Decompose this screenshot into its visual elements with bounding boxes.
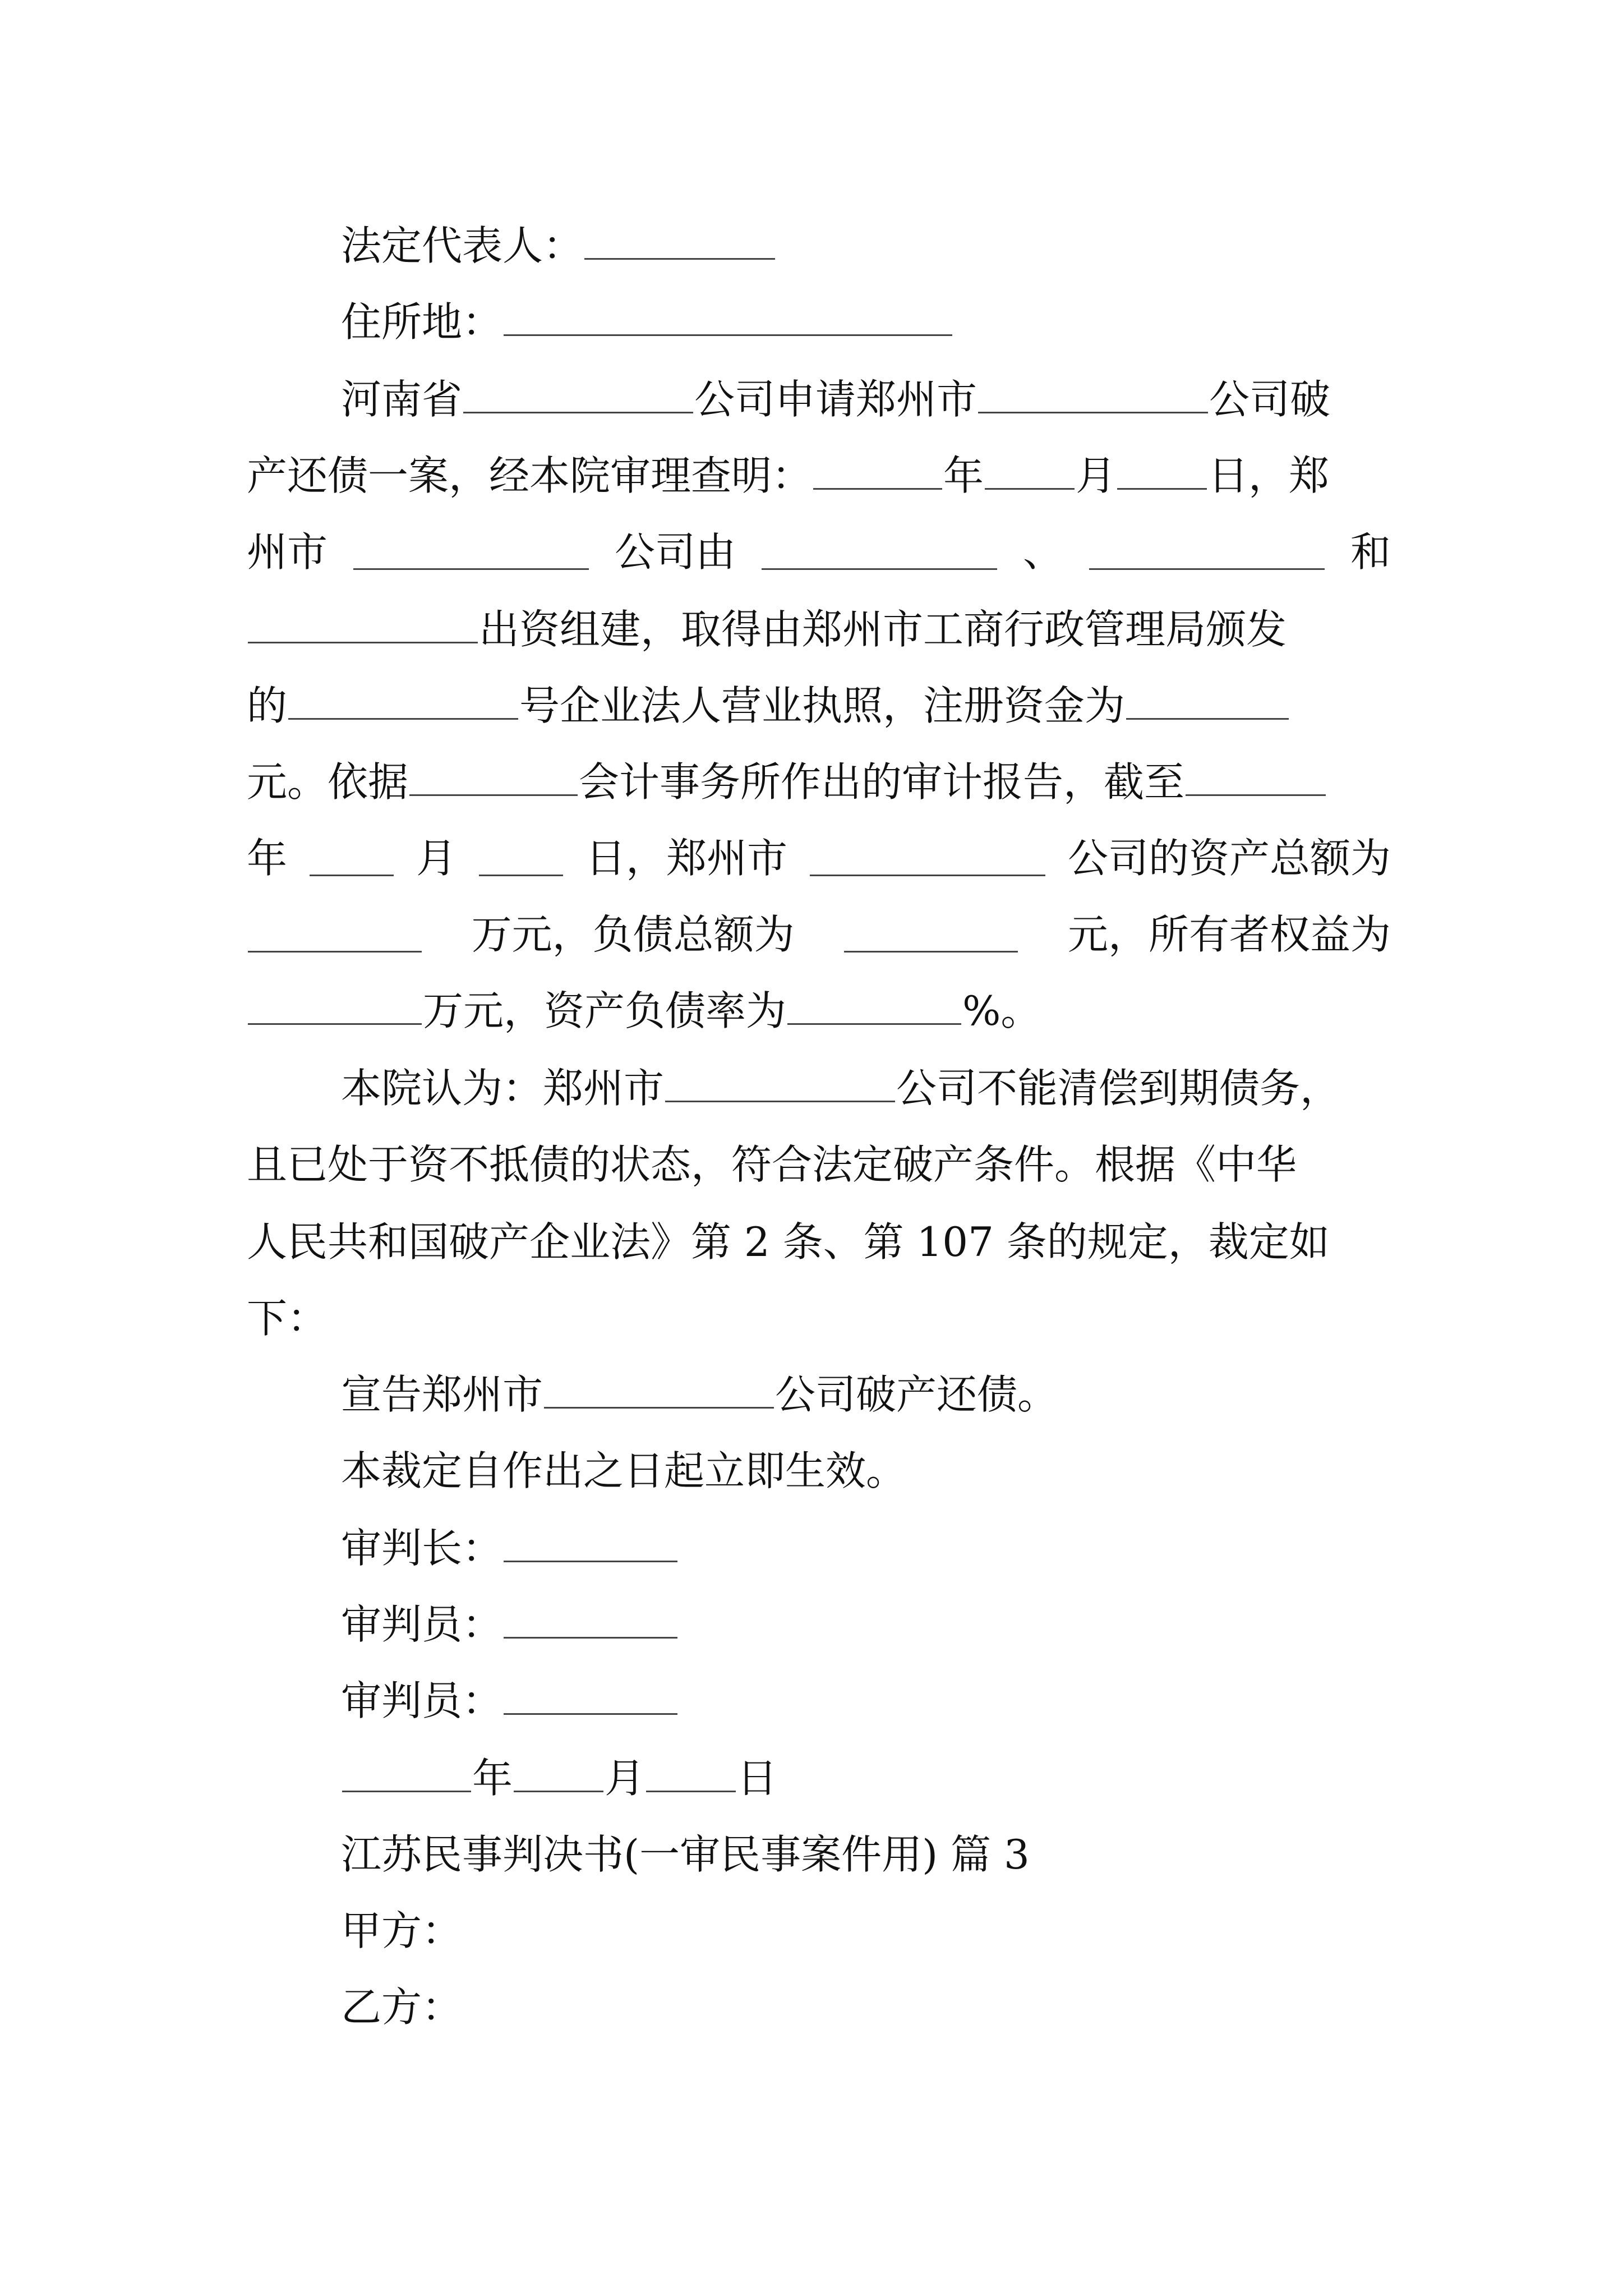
- text-segment: 宣告郑州市: [341, 1371, 543, 1418]
- paragraph-2-line-3: 人民共和国破产企业法》第 2 条、第 107 条的规定，裁定如: [247, 1218, 1330, 1266]
- year-label: 年: [472, 1755, 513, 1802]
- paragraph-1-line-9: [247, 984, 1391, 1038]
- blank: [544, 1373, 774, 1409]
- blank: [479, 841, 563, 876]
- blank: [985, 454, 1075, 490]
- judge-1-line: [341, 1598, 1391, 1651]
- legal-representative-blank: [584, 224, 775, 260]
- text-segment: 元。依据: [247, 758, 409, 806]
- day-label: 日: [737, 1755, 778, 1802]
- blank: [248, 990, 422, 1025]
- paragraph-2-line-4: 下：: [247, 1295, 328, 1342]
- section-title: 江苏民事判决书(一审民事案件用) 篇 3: [341, 1831, 1030, 1878]
- judge-2-blank: [504, 1680, 677, 1715]
- text-segment: 、: [1022, 528, 1063, 576]
- blank: [1089, 535, 1325, 570]
- blank: [288, 684, 518, 720]
- chief-judge-blank: [504, 1527, 677, 1562]
- blank: [409, 761, 578, 796]
- text-segment: 会计事务所作出的审计报告，截至: [579, 758, 1185, 806]
- blank: [310, 841, 394, 876]
- paragraph-1-line-3: [247, 525, 1391, 579]
- address-blank: [504, 301, 952, 336]
- blank: [1126, 684, 1289, 720]
- text-segment: 河南省: [341, 376, 463, 423]
- text-segment: 元，所有者权益为: [1067, 911, 1391, 958]
- text-segment: 万元，资产负债率为: [423, 987, 787, 1034]
- text-segment: 和: [1350, 528, 1391, 576]
- blank: [1117, 454, 1207, 490]
- paragraph-1-line-5: [247, 679, 1391, 733]
- day-blank: [646, 1757, 736, 1792]
- blank: [463, 378, 693, 413]
- blank: [248, 917, 422, 953]
- text-segment: 的: [247, 682, 288, 729]
- effect-statement: 本裁定自作出之日起立即生效。: [341, 1447, 907, 1494]
- declaration-line: [341, 1368, 1391, 1421]
- text-segment: 本院认为：郑州市: [341, 1065, 665, 1112]
- paragraph-1-line-8: [247, 908, 1391, 961]
- blank: [248, 608, 478, 643]
- party-a-label: 甲方：: [341, 1907, 463, 1954]
- judge-2-label: 审判员：: [341, 1677, 503, 1724]
- paragraph-1-line-1: [341, 372, 1391, 426]
- paragraph-1-line-6: [247, 755, 1391, 809]
- blank: [353, 535, 589, 570]
- paragraph-1-line-2: [247, 449, 1391, 503]
- blank: [813, 454, 942, 490]
- text-segment: 公司申请郑州市: [694, 376, 978, 423]
- judge-1-label: 审判员：: [341, 1601, 503, 1648]
- text-segment: 公司的资产总额为: [1067, 835, 1391, 882]
- blank: [810, 841, 1045, 876]
- party-b-label: 乙方：: [341, 1984, 463, 2031]
- paragraph-1-line-4: [247, 602, 1391, 656]
- chief-judge-line: [341, 1521, 1391, 1575]
- chief-judge-label: 审判长：: [341, 1525, 503, 1572]
- text-segment: %。: [962, 987, 1041, 1034]
- blank: [978, 378, 1208, 413]
- address-label: 住所地：: [341, 298, 503, 346]
- blank: [844, 917, 1018, 953]
- legal-representative-label: 法定代表人：: [341, 222, 584, 269]
- text-segment: 公司不能清偿到期债务，: [896, 1065, 1341, 1112]
- year-blank: [342, 1757, 471, 1792]
- month-label: 月: [605, 1755, 645, 1802]
- text-segment: 月: [1076, 452, 1117, 499]
- text-segment: 年: [943, 452, 984, 499]
- paragraph-1-line-7: [247, 831, 1391, 885]
- text-segment: 公司破: [1209, 376, 1331, 423]
- text-segment: 日，郑州市: [585, 835, 787, 882]
- date-line: [341, 1751, 1391, 1805]
- judge-1-blank: [504, 1603, 677, 1639]
- text-segment: 万元，负债总额为: [471, 911, 795, 958]
- text-segment: 月: [416, 835, 457, 882]
- blank: [787, 990, 961, 1025]
- text-segment: 公司由: [614, 528, 736, 576]
- judge-2-line: [341, 1674, 1391, 1728]
- paragraph-2-line-2: 且已处于资不抵债的状态，符合法定破产条件。根据《中华: [247, 1141, 1297, 1188]
- legal-representative-line: [341, 219, 1391, 273]
- blank: [1186, 761, 1326, 796]
- month-blank: [514, 1757, 603, 1792]
- paragraph-2-line-1: [341, 1061, 1391, 1115]
- text-segment: 日，郑: [1208, 452, 1330, 499]
- blank: [665, 1067, 895, 1102]
- text-segment: 出资组建，取得由郑州市工商行政管理局颁发: [479, 606, 1287, 653]
- text-segment: 州市: [247, 528, 328, 576]
- blank: [762, 535, 997, 570]
- text-segment: 公司破产还债。: [775, 1371, 1058, 1418]
- text-segment: 号企业法人营业执照，注册资金为: [519, 682, 1126, 729]
- text-segment: 产还债一案，经本院审理查明：: [247, 452, 813, 499]
- address-line: [341, 295, 1391, 349]
- text-segment: 年: [247, 835, 288, 882]
